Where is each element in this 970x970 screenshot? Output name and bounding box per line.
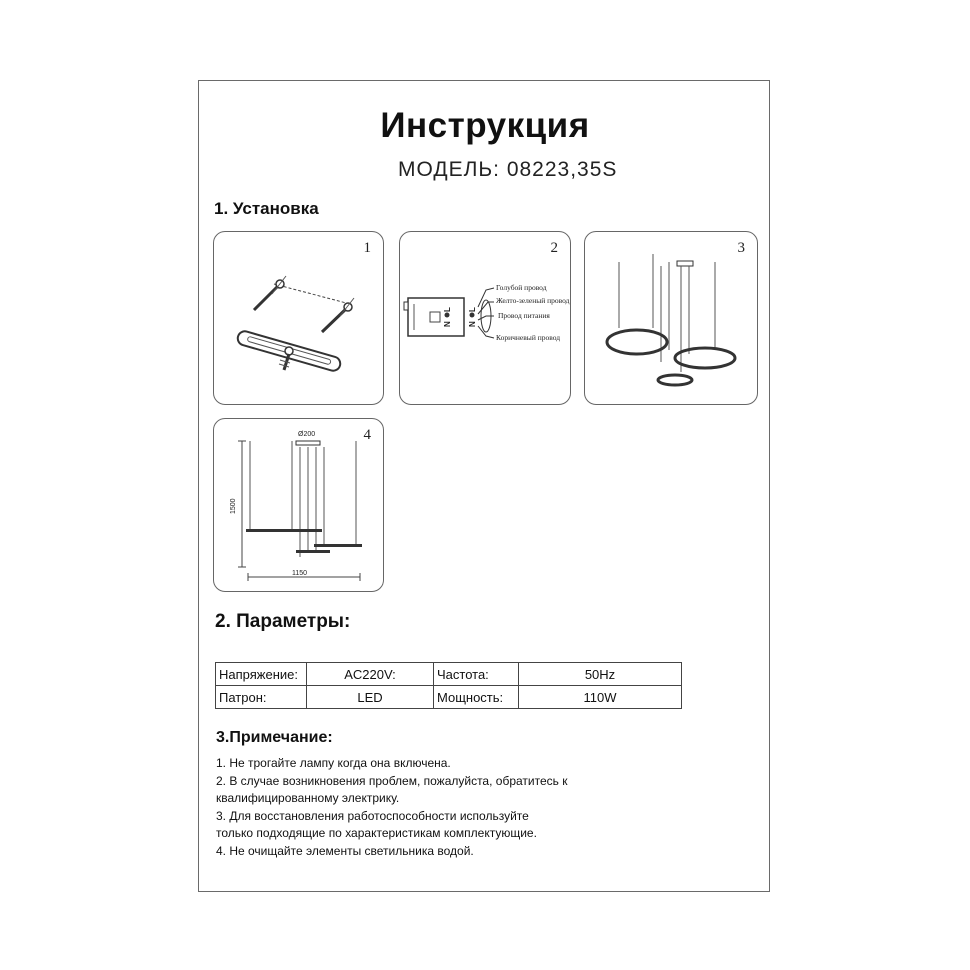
table-row xyxy=(216,663,682,686)
driver-box-icon xyxy=(404,298,464,336)
parameters-table xyxy=(215,662,682,709)
list-item: 1. Не трогайте лампу когда она включена. xyxy=(216,756,451,770)
svg-text:L: L xyxy=(443,307,452,312)
param-label: Патрон: xyxy=(216,686,307,709)
section-notes-heading: 3.Примечание: xyxy=(216,729,333,746)
figure-3-pendant xyxy=(584,231,758,405)
figure-3-number: 3 xyxy=(737,240,745,256)
wire-label-brown: Коричневый провод xyxy=(496,333,561,342)
dim-height-label: 1500 xyxy=(230,498,237,514)
list-item: 4. Не очищайте элементы светильника водой. xyxy=(216,843,474,858)
list-item: 3. Для восстановления работоспособности используйте xyxy=(216,808,529,823)
screw-right-icon xyxy=(322,298,354,332)
param-label: Мощность: xyxy=(434,686,519,709)
param-label: Частота: xyxy=(434,663,519,686)
wiring-diagram xyxy=(400,232,570,404)
param-value: 110W xyxy=(519,686,682,709)
param-value: AC220V: xyxy=(307,663,434,686)
model-number: МОДЕЛЬ: 08223,35S xyxy=(398,158,618,181)
section-installation-heading: 1. Установка xyxy=(214,199,319,218)
param-value: 50Hz xyxy=(519,663,682,686)
figure-1-number: 1 xyxy=(363,240,371,256)
list-item: 2. В случае возникновения проблем, пожалуйста, обратитесь к xyxy=(216,773,568,788)
ring-pendant-drawing xyxy=(585,232,757,404)
figure-2-number: 2 xyxy=(550,240,558,256)
svg-text:N: N xyxy=(443,321,452,327)
list-item: квалифицированному электрику. xyxy=(216,791,400,805)
dim-width-label: 1150 xyxy=(292,570,308,577)
wire-label-yellow-green: Желто-зеленый провод xyxy=(496,296,570,305)
figure-4-dimensions xyxy=(213,418,384,592)
list-item: только подходящие по характеристикам комплектующие. xyxy=(216,826,537,840)
figure-4-number: 4 xyxy=(363,427,371,443)
param-value: LED xyxy=(307,686,434,709)
notes-list xyxy=(216,755,567,860)
table-row xyxy=(216,686,682,709)
dim-top-label: Ø200 xyxy=(298,431,316,438)
figure-1-mounting xyxy=(213,231,384,405)
wire-label-power: Провод питания xyxy=(498,311,550,320)
screw-left-icon xyxy=(254,276,286,310)
mounting-bracket-drawing xyxy=(214,232,383,404)
param-label: Напряжение: xyxy=(216,663,307,686)
bracket-bar-icon xyxy=(236,330,342,373)
dimension-drawing xyxy=(214,419,383,591)
section-parameters-heading: 2. Параметры: xyxy=(215,611,351,632)
wire-label-blue: Голубой провод xyxy=(496,283,547,292)
ring-chandelier-icon xyxy=(607,254,735,385)
figure-2-wiring xyxy=(399,231,571,405)
document-title: Инструкция xyxy=(380,106,590,145)
svg-text:L: L xyxy=(468,307,477,312)
ring-side-view-icon xyxy=(246,441,362,557)
svg-text:N: N xyxy=(468,321,477,327)
